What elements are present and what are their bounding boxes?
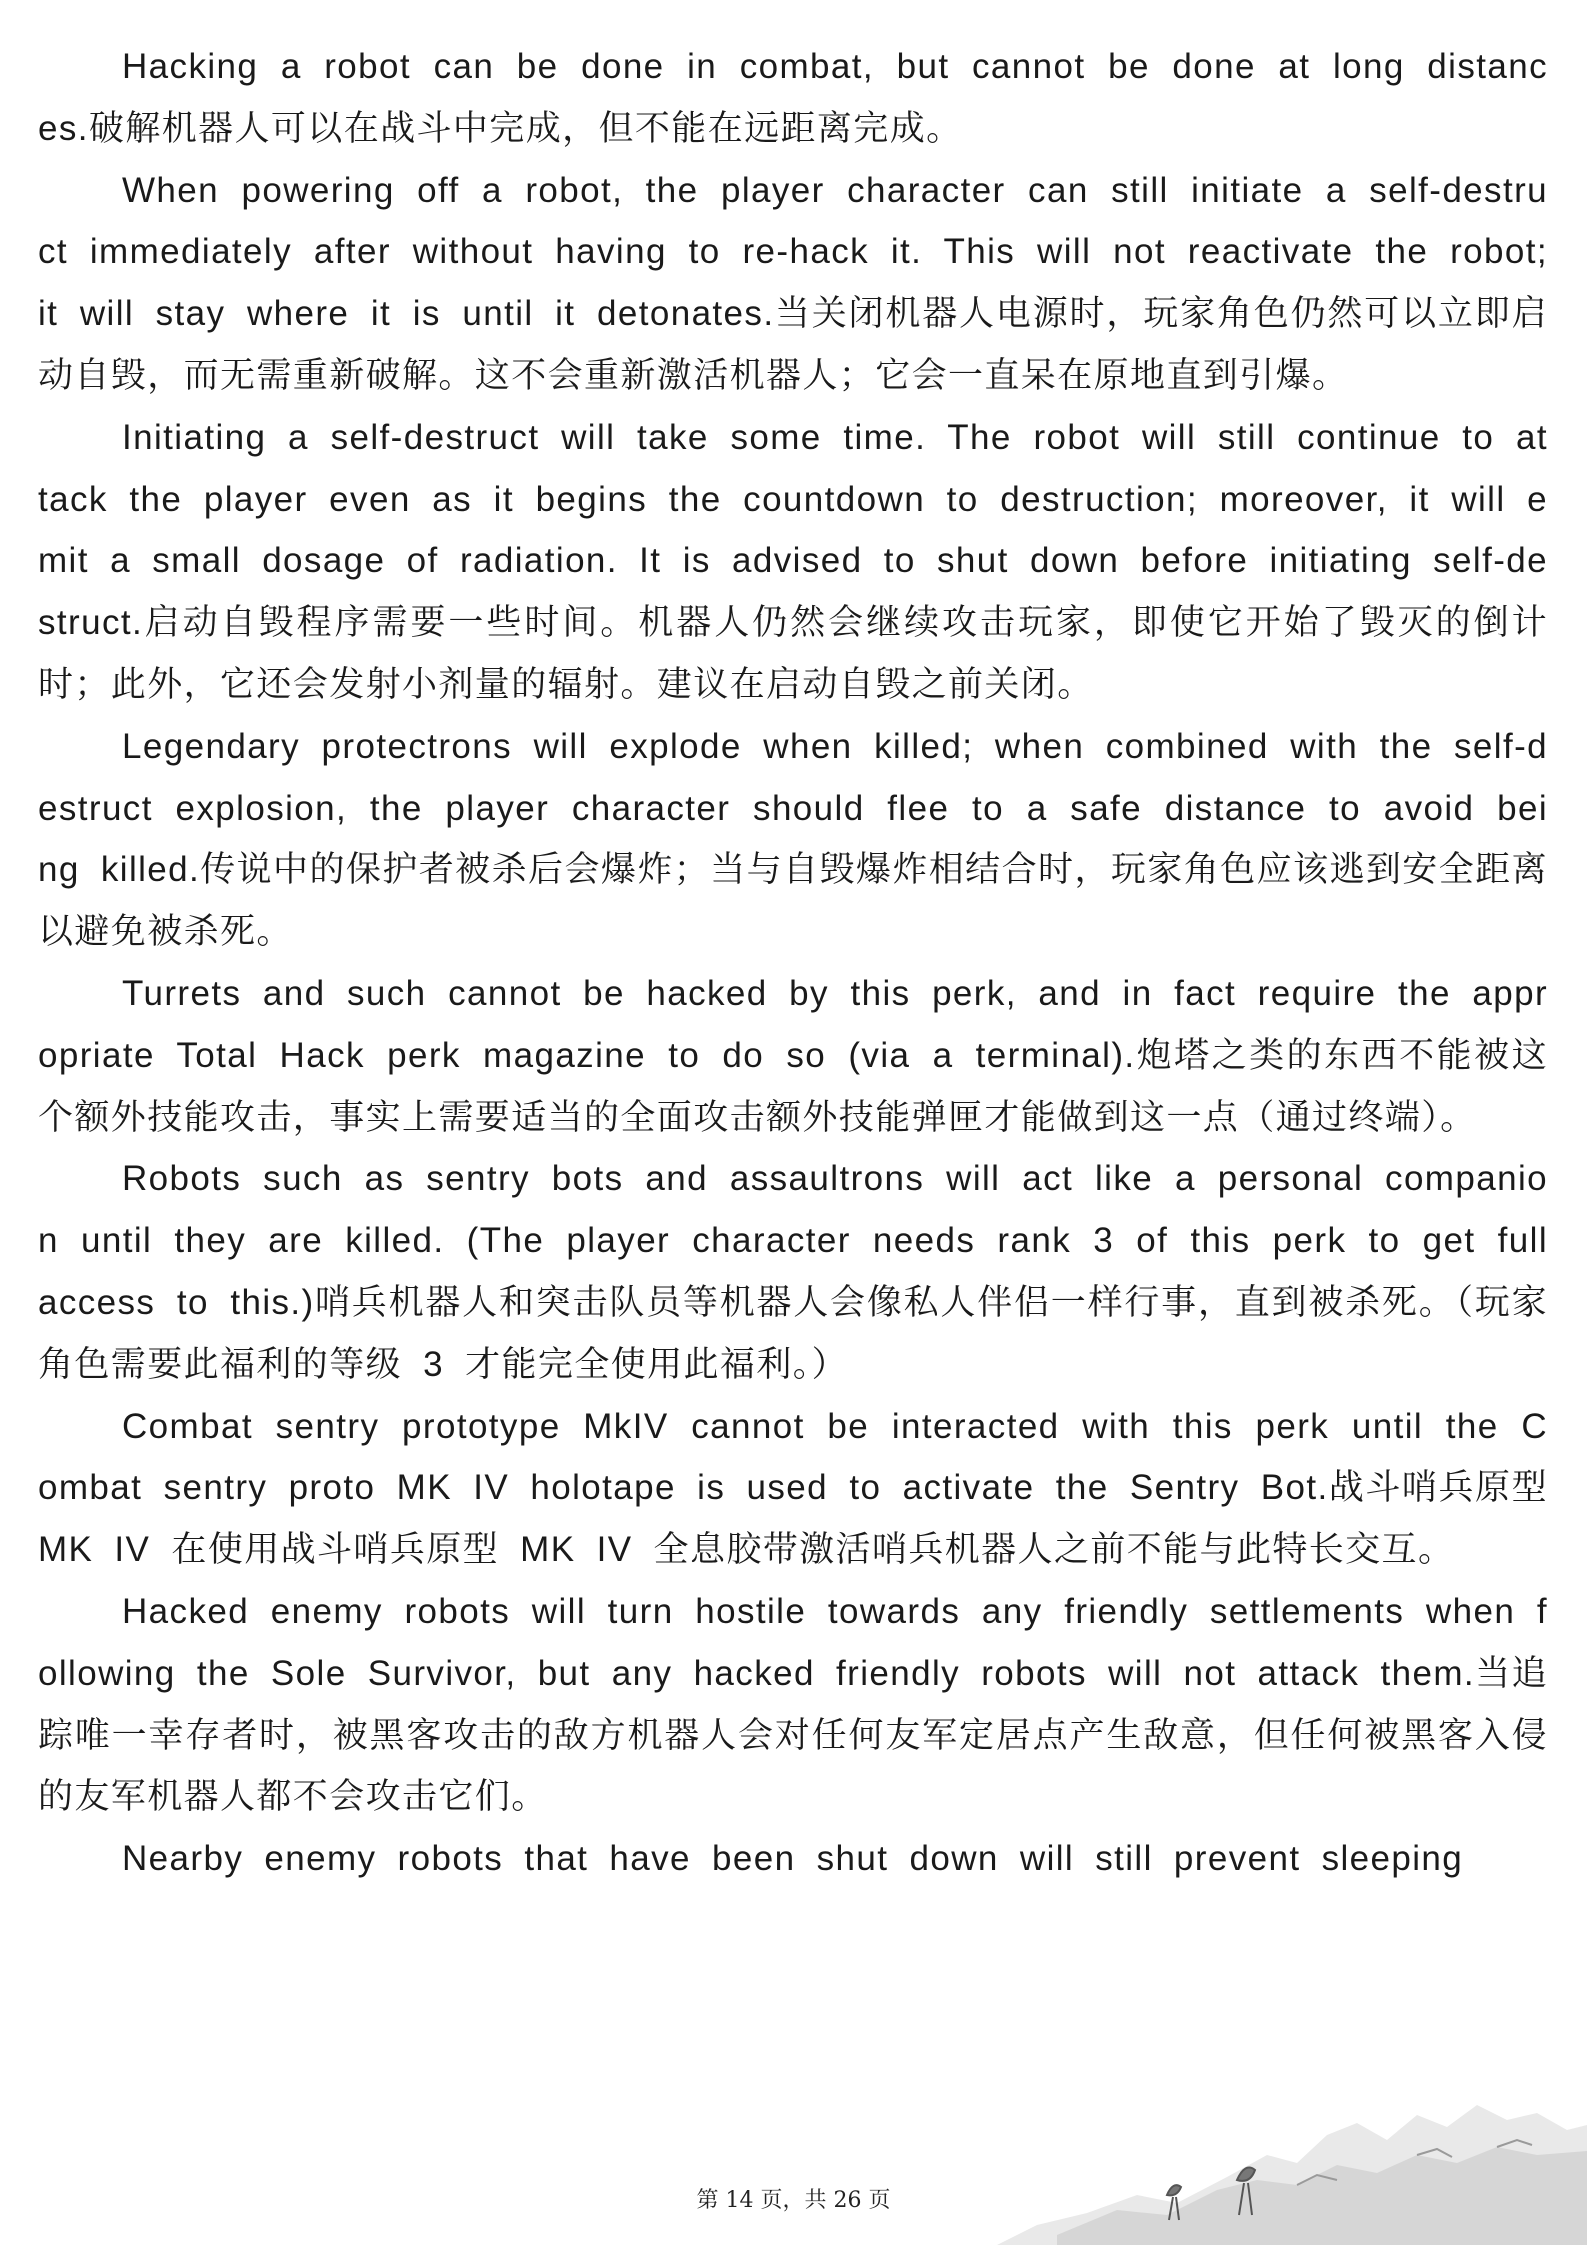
mountain-crane-decoration-icon [997,2085,1587,2245]
paragraph-8: Hacked enemy robots will turn hostile towards any friendly settlements when following the Sole Survivor, but any hacked friendly robots will not attack them.当追踪唯一幸存者时，被黑客攻击的敌方机器人会对任何友军定居点产生敌意，但任何被黑客入侵的友军机器人都不会攻击它们。 [38,1591,1548,1817]
page-number-footer: 第 14 页，共 26 页 [696,2188,891,2213]
paragraph-3: Initiating a self-destruct will take some time. The robot will still continue to attack the player even as it begins the countdown to destruction; moreover, it will emit a small dosage of radiation. It is advised to shut down before initiating self-destruct.启动自毁程序需要一些时间。机器人仍然会继续攻击玩家，即使它开始了毁灭的倒计时；此外，它还会发射小剂量的辐射。建议在启动自毁之前关闭。 [38,417,1548,704]
paragraph-1: Hacking a robot can be done in combat, but cannot be done at long distances.破解机器人可以在战斗中完成，但不能在远距离完成。 [38,47,1548,148]
paragraph-5: Turrets and such cannot be hacked by this perk, and in fact require the appropriate Total Hack perk magazine to do so (via a terminal).炮塔之类的东西不能被这个额外技能攻击，事实上需要适当的全面攻击额外技能弹匣才能做到这一点（通过终端）。 [38,973,1548,1137]
paragraph-4: Legendary protectrons will explode when killed; when combined with the self-destruct explosion, the player character should flee to a safe distance to avoid being killed.传说中的保护者被杀后会爆炸；当与自毁爆炸相结合时，玩家角色应该逃到安全距离以避免被杀死。 [38,726,1548,952]
paragraph-7: Combat sentry prototype MkIV cannot be interacted with this perk until the Combat sentry proto MK IV holotape is used to activate the Sentry Bot.战斗哨兵原型 MK IV 在使用战斗哨兵原型 MK IV 全息胶带激活哨兵机器人之前不能与此特长交互。 [38,1406,1548,1570]
paragraph-6: Robots such as sentry bots and assaultrons will act like a personal companion until they are killed. (The player character needs rank 3 of this perk to get full access to this.)哨兵机器人和突击队员等机器人会像私人伴侣一样行事，直到被杀死。（玩家角色需要此福利的等级 3 才能完全使用此福利。） [38,1159,1548,1384]
paragraph-9: Nearby enemy robots that have been shut down will still prevent sleeping [122,1839,1464,1879]
paragraph-2: When powering off a robot, the player character can still initiate a self-destruct immediately after without having to re-hack it. This will not reactivate the robot; it will stay where it is until it detonates.当关闭机器人电源时，玩家角色仍然可以立即启动自毁，而无需重新破解。这不会重新激活机器人；它会一直呆在原地直到引爆。 [38,170,1548,395]
document-body [38,36,1548,1890]
